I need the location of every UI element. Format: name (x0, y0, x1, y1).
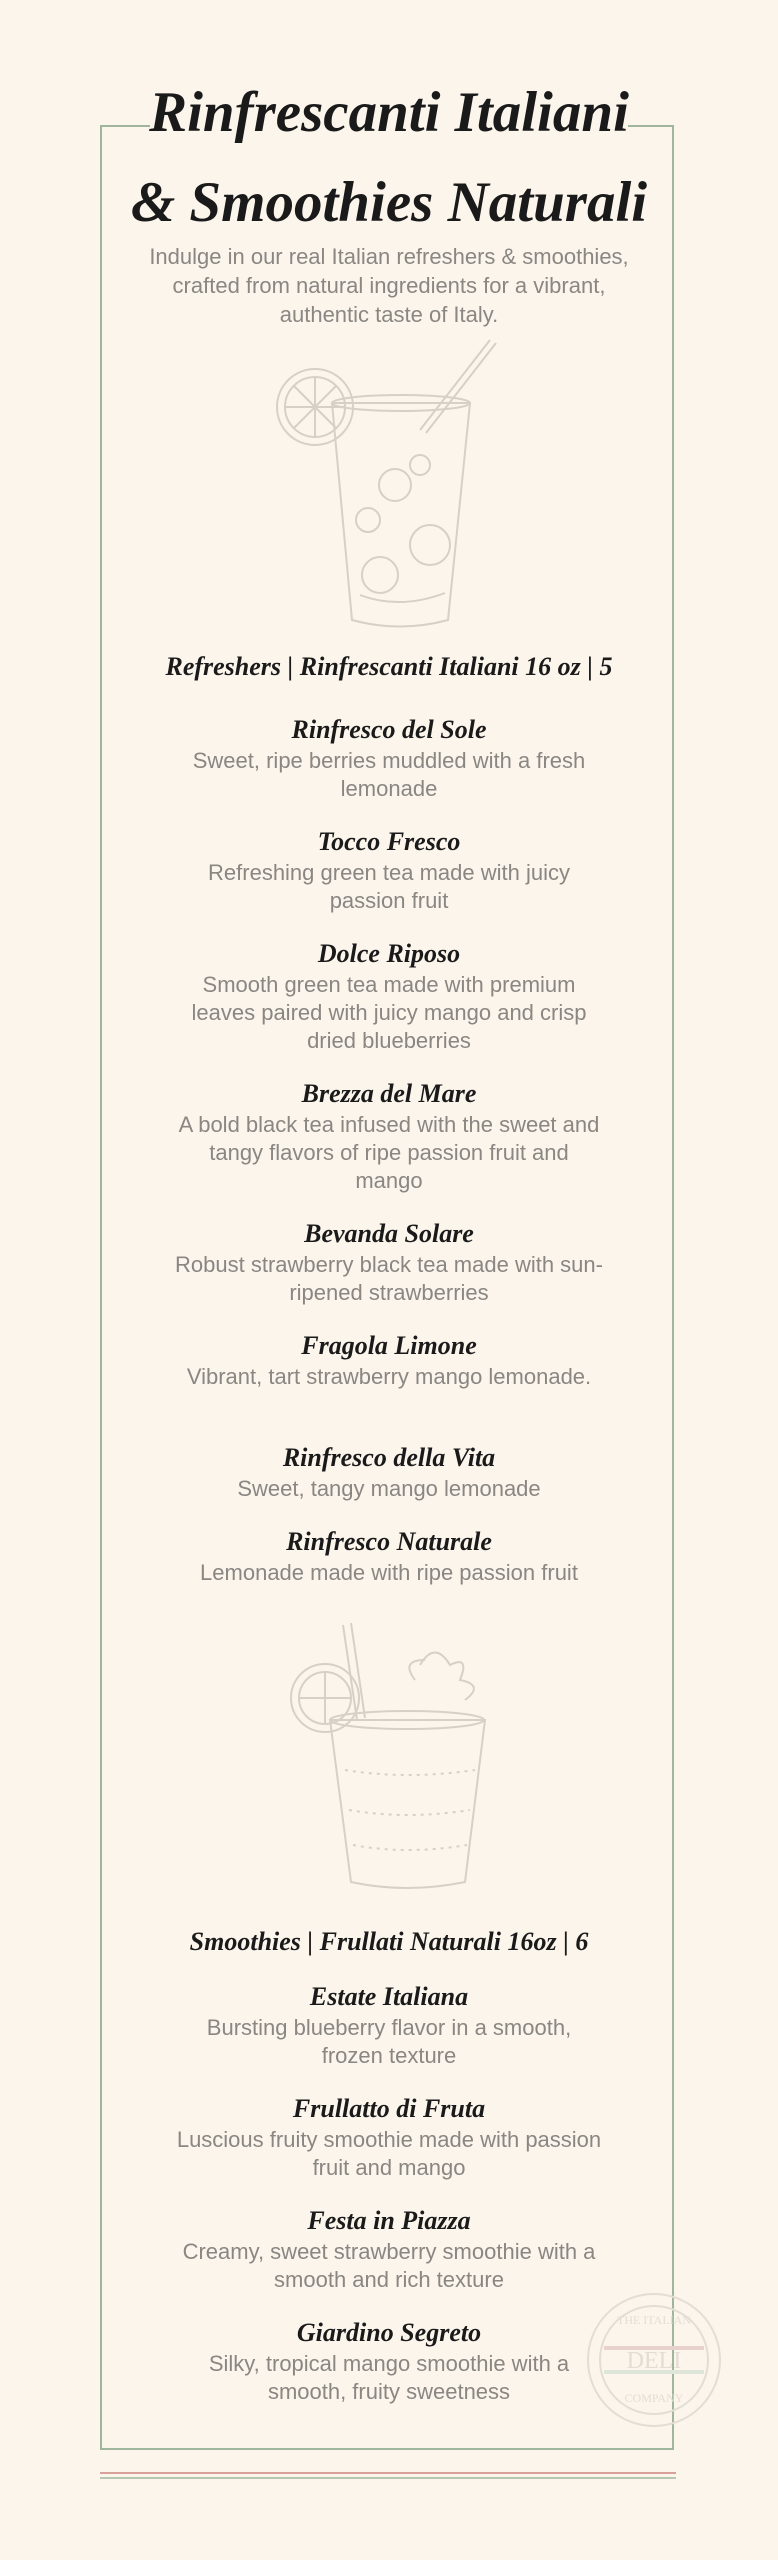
item-description: Luscious fruity smoothie made with passion fruit and mango (176, 2127, 602, 2180)
item-name: Estate Italiana (309, 1982, 469, 2011)
menu-item (175, 2092, 603, 2204)
item-description: Bursting blueberry flavor in a smooth, frozen texture (206, 2015, 572, 2068)
footer-line-green (100, 2477, 676, 2479)
menu-item (175, 1980, 603, 2092)
item-name: Rinfresco Naturale (286, 1527, 492, 1556)
menu-item (175, 937, 603, 1077)
menu-item (175, 713, 603, 825)
intro-text: Indulge in our real Italian refreshers & smoothies, crafted from natural ingredients for a vibrant, authentic taste of Italy. (149, 244, 629, 327)
stamp-center-text: DELI (626, 2348, 682, 2374)
item-name: Tocco Fresco (317, 827, 461, 856)
item-name: Frullatto di Fruta (292, 2094, 486, 2123)
refreshers-list (175, 713, 603, 1609)
deli-stamp-icon (584, 2290, 724, 2435)
title-line-1: Rinfrescanti Italiani (149, 81, 629, 144)
item-name: Fragola Limone (301, 1331, 477, 1360)
menu-item (175, 1217, 603, 1329)
refreshers-heading: Refreshers | Rinfrescanti Italiani 16 oz | 5 (165, 652, 613, 681)
title-line-2: & Smoothies Naturali (130, 171, 648, 234)
item-name: Brezza del Mare (301, 1079, 477, 1108)
menu-item (175, 1441, 603, 1525)
smoothies-list (175, 1980, 603, 2428)
item-description: Smooth green tea made with premium leaves paired with juicy mango and crisp dried blueberries (191, 972, 587, 1053)
smoothie-glass-icon (275, 1620, 505, 1900)
smoothies-heading: Smoothies | Frullati Naturali 16oz | 6 (189, 1927, 589, 1956)
item-description: A bold black tea infused with the sweet and tangy flavors of ripe passion fruit and mango (178, 1112, 600, 1193)
menu-item (175, 2204, 603, 2316)
stamp-bottom-text: COMPANY (624, 2391, 684, 2405)
menu-item (175, 1329, 603, 1441)
item-name: Rinfresco del Sole (291, 715, 487, 744)
footer-divider (100, 2472, 676, 2479)
item-name: Festa in Piazza (307, 2206, 471, 2235)
menu-item (175, 825, 603, 937)
item-description: Refreshing green tea made with juicy passion fruit (208, 860, 570, 913)
item-description: Sweet, tangy mango lemonade (237, 1476, 541, 1501)
refresher-glass-icon (270, 335, 500, 635)
item-name: Rinfresco della Vita (282, 1443, 496, 1472)
item-description: Creamy, sweet strawberry smoothie with a smooth and rich texture (182, 2239, 596, 2292)
item-description: Lemonade made with ripe passion fruit (200, 1560, 578, 1585)
item-description: Robust strawberry black tea made with sun-ripened strawberries (175, 1252, 603, 1305)
menu-item (175, 2316, 603, 2428)
item-name: Giardino Segreto (296, 2318, 482, 2347)
item-name: Dolce Riposo (317, 939, 461, 968)
item-description: Silky, tropical mango smoothie with a smooth, fruity sweetness (208, 2351, 570, 2404)
menu-item (175, 1077, 603, 1217)
page-title (100, 68, 678, 248)
item-description: Vibrant, tart strawberry mango lemonade. (186, 1364, 592, 1389)
item-name: Bevanda Solare (304, 1219, 474, 1248)
item-description: Sweet, ripe berries muddled with a fresh lemonade (192, 748, 586, 801)
stamp-top-text: THE ITALIAN (616, 2313, 692, 2327)
menu-item (175, 1525, 603, 1609)
